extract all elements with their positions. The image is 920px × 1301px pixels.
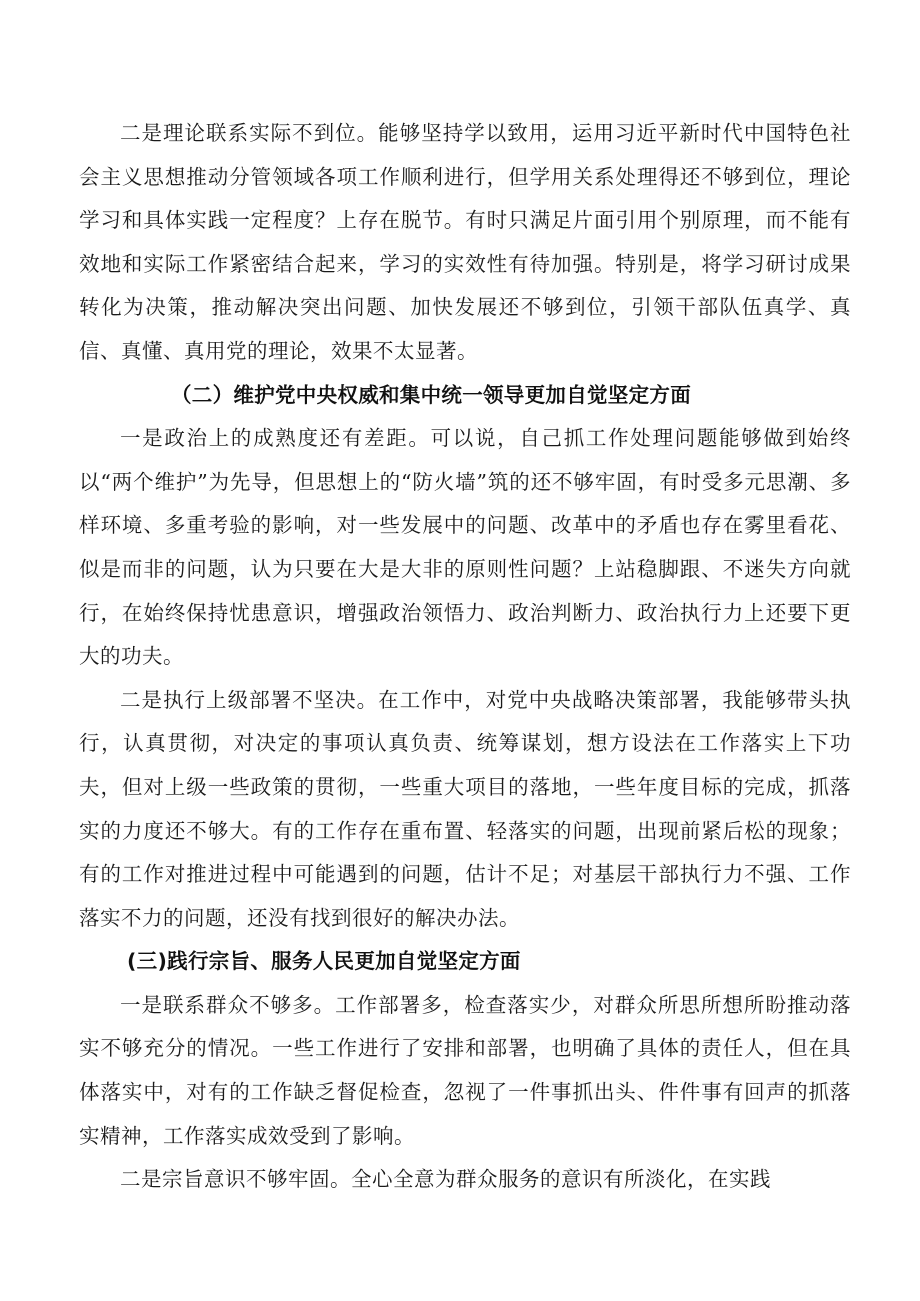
section-heading-3: (三)践行宗旨、服务人民更加自觉坚定方面: [127, 949, 521, 974]
paragraph-execution: 二是执行上级部署不坚决。在工作中，对党中央战略决策部署，我能够带头执行，认真贯彻，对决定的事项认真负责、统筹谋划，想方设法在工作落实上下功夫，但对上级一些政策的贯彻，一些重大项目的落地，一些年度目标的完成，抓落实的力度还不够大。有的工作存在重布置、轻落实的问题，出现前紧后松的现象；有的工作对推进过程中可能遇到的问题，估计不足；对基层干部执行力不强、工作落实不力的问题，还没有找到很好的解决办法。: [79, 687, 851, 930]
paragraph-purpose-awareness: 二是宗旨意识不够牢固。全心全意为群众服务的意识有所淡化，在实践: [120, 1167, 771, 1192]
section-heading-2: （二）维护党中央权威和集中统一领导更加自觉坚定方面: [171, 382, 691, 407]
paragraph-political-maturity: 一是政治上的成熟度还有差距。可以说，自己抓工作处理问题能够做到始终以“两个维护”为先导，但思想上的“防火墙”筑的还不够牢固，有时受多元思潮、多样环境、多重考验的影响，对一些发展中的问题、改革中的矛盾也存在雾里看花、似是而非的问题，认为只要在大是大非的原则性问题？上站稳脚跟、不迷失方向就行，在始终保持忧患意识，增强政治领悟力、政治判断力、政治执行力上还要下更大的功夫。: [79, 426, 851, 669]
document-page: [79, 112, 851, 1202]
paragraph-theory-practice: 二是理论联系实际不到位。能够坚持学以致用，运用习近平新时代中国特色社会主义思想推动分管领域各项工作顺利进行，但学用关系处理得还不够到位，理论学习和具体实践一定程度？上存在脱节。有时只满足片面引用个别原理，而不能有效地和实际工作紧密结合起来，学习的实效性有待加强。特别是，将学习研讨成果转化为决策，推动解决突出问题、加快发展还不够到位，引领干部队伍真学、真信、真懂、真用党的理论，效果不太显著。: [79, 121, 851, 363]
paragraph-contact-masses: 一是联系群众不够多。工作部署多，检查落实少，对群众所思所想所盼推动落实不够充分的情况。一些工作进行了安排和部署，也明确了具体的责任人，但在具体落实中，对有的工作缺乏督促检查，忽视了一件事抓出头、件件事有回声的抓落实精神，工作落实成效受到了影响。: [79, 992, 851, 1148]
